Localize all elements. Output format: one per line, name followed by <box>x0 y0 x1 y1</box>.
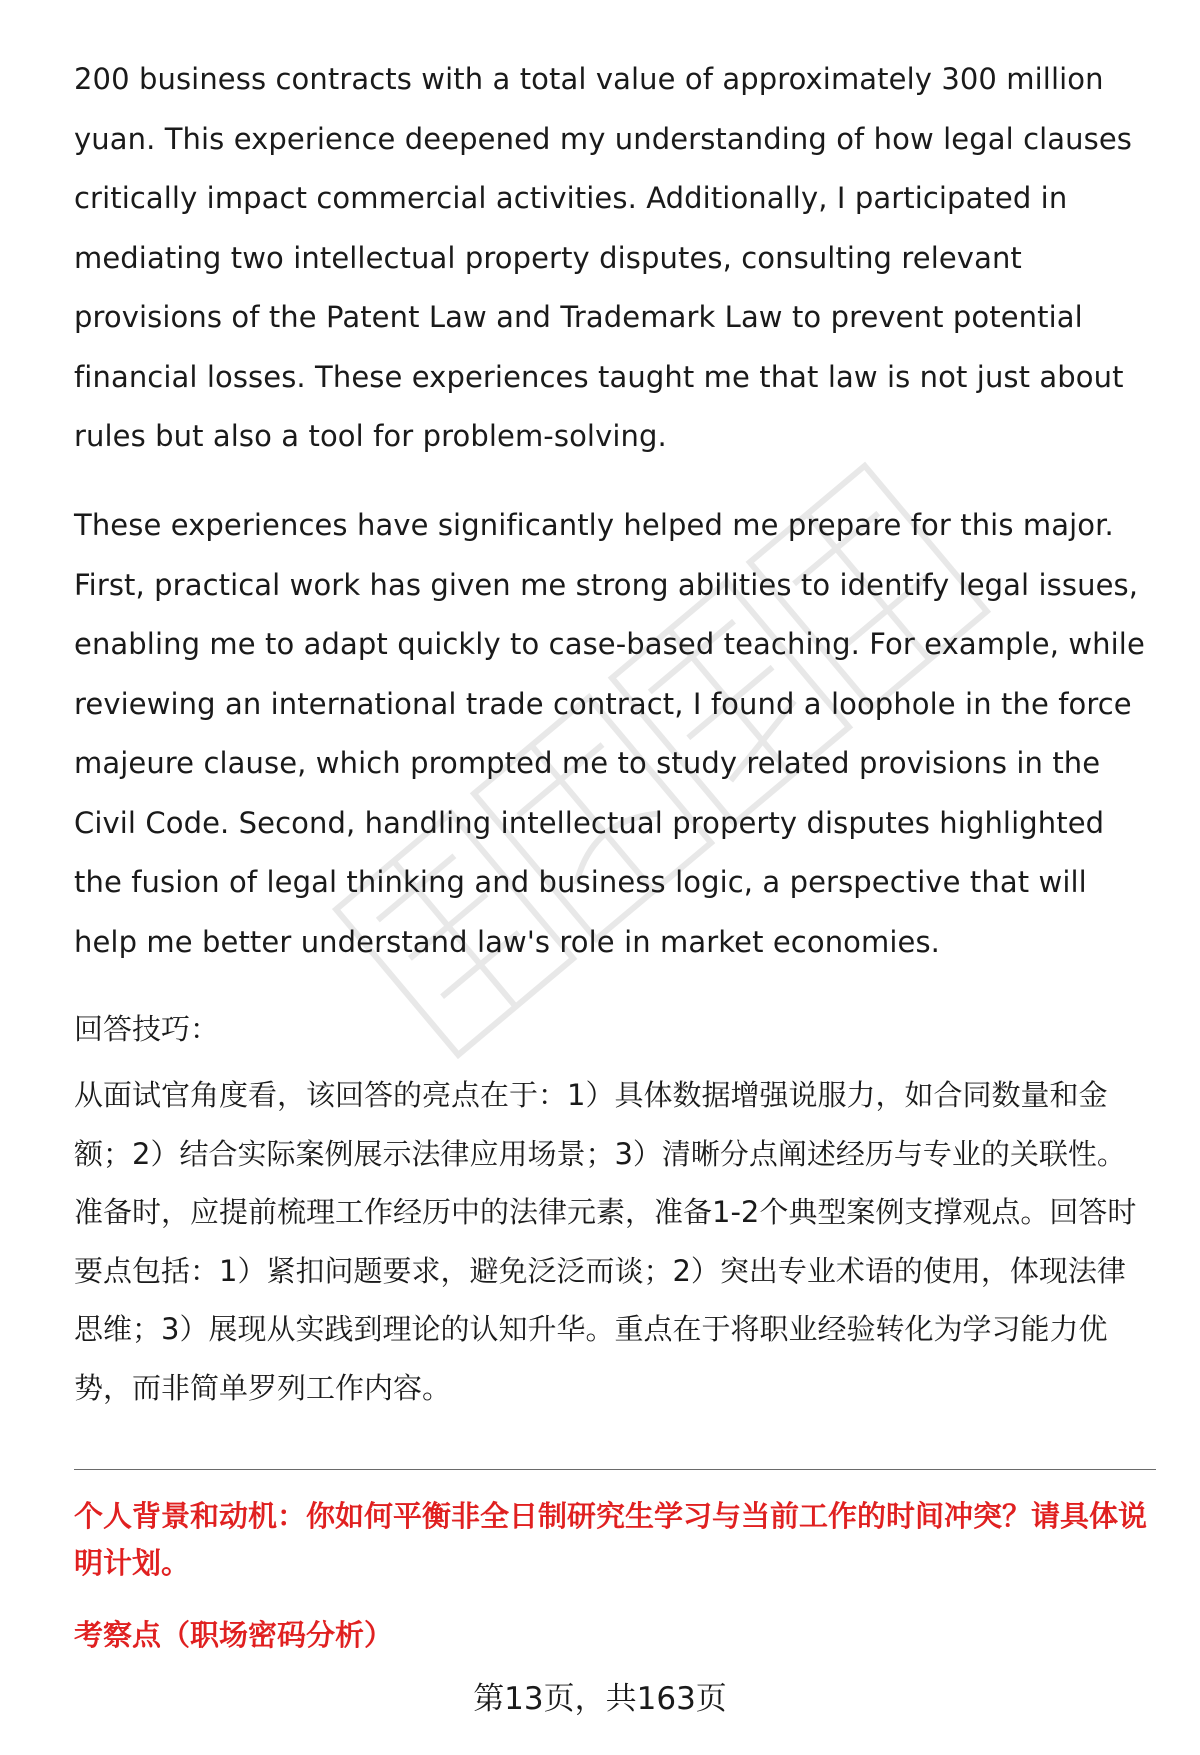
paragraph-text: 200 business contracts with a total value of approximately 300 million yuan. This experience deepened my understanding of how legal clauses critically impact commercial activities. Additionally, I participated in mediating two intellectual property disputes, consulting relevant provisions of the Patent Law and Trademark Law to prevent potential financial losses. These experiences taught me that law is not just about rules but also a tool for problem-solving. <box>74 62 1133 453</box>
tips-body: 从面试官角度看，该回答的亮点在于：1）具体数据增强说服力，如合同数量和金额；2）结合实际案例展示法律应用场景；3）清晰分点阐述经历与专业的关联性。准备时，应提前梳理工作经历中的法律元素，准备1-2个典型案例支撑观点。回答时要点包括：1）紧扣问题要求，避免泛泛而谈；2）突出专业术语的使用，体现法律思维；3）展现从实践到理论的认知升华。重点在于将职业经验转化为学习能力优势，而非简单罗列工作内容。 <box>74 1078 1137 1405</box>
tips-heading: 回答技巧： <box>74 1012 220 1046</box>
section-divider <box>74 1469 1156 1470</box>
paragraph-text: These experiences have significantly helped me prepare for this major. First, practical work has given me strong abilities to identify legal issues, enabling me to adapt quickly to case-based teaching. For example, while reviewing an international trade contract, I found a loophole in the force majeure clause, which prompted me to study related provisions in the Civil Code. Second, handling intellectual property disputes highlighted the fusion of legal thinking and business logic, a perspective that will help me better understand law's role in market economies. <box>74 508 1145 959</box>
body-paragraph-1 <box>74 50 1154 467</box>
analysis-section-label: 考察点（职场密码分析） <box>74 1618 394 1652</box>
next-question-heading: 个人背景和动机：你如何平衡非全日制研究生学习与当前工作的时间冲突？请具体说明计划。 <box>74 1499 1148 1580</box>
page-footer: 第13页，共163页 <box>473 1681 727 1717</box>
body-paragraph-2 <box>74 496 1154 972</box>
